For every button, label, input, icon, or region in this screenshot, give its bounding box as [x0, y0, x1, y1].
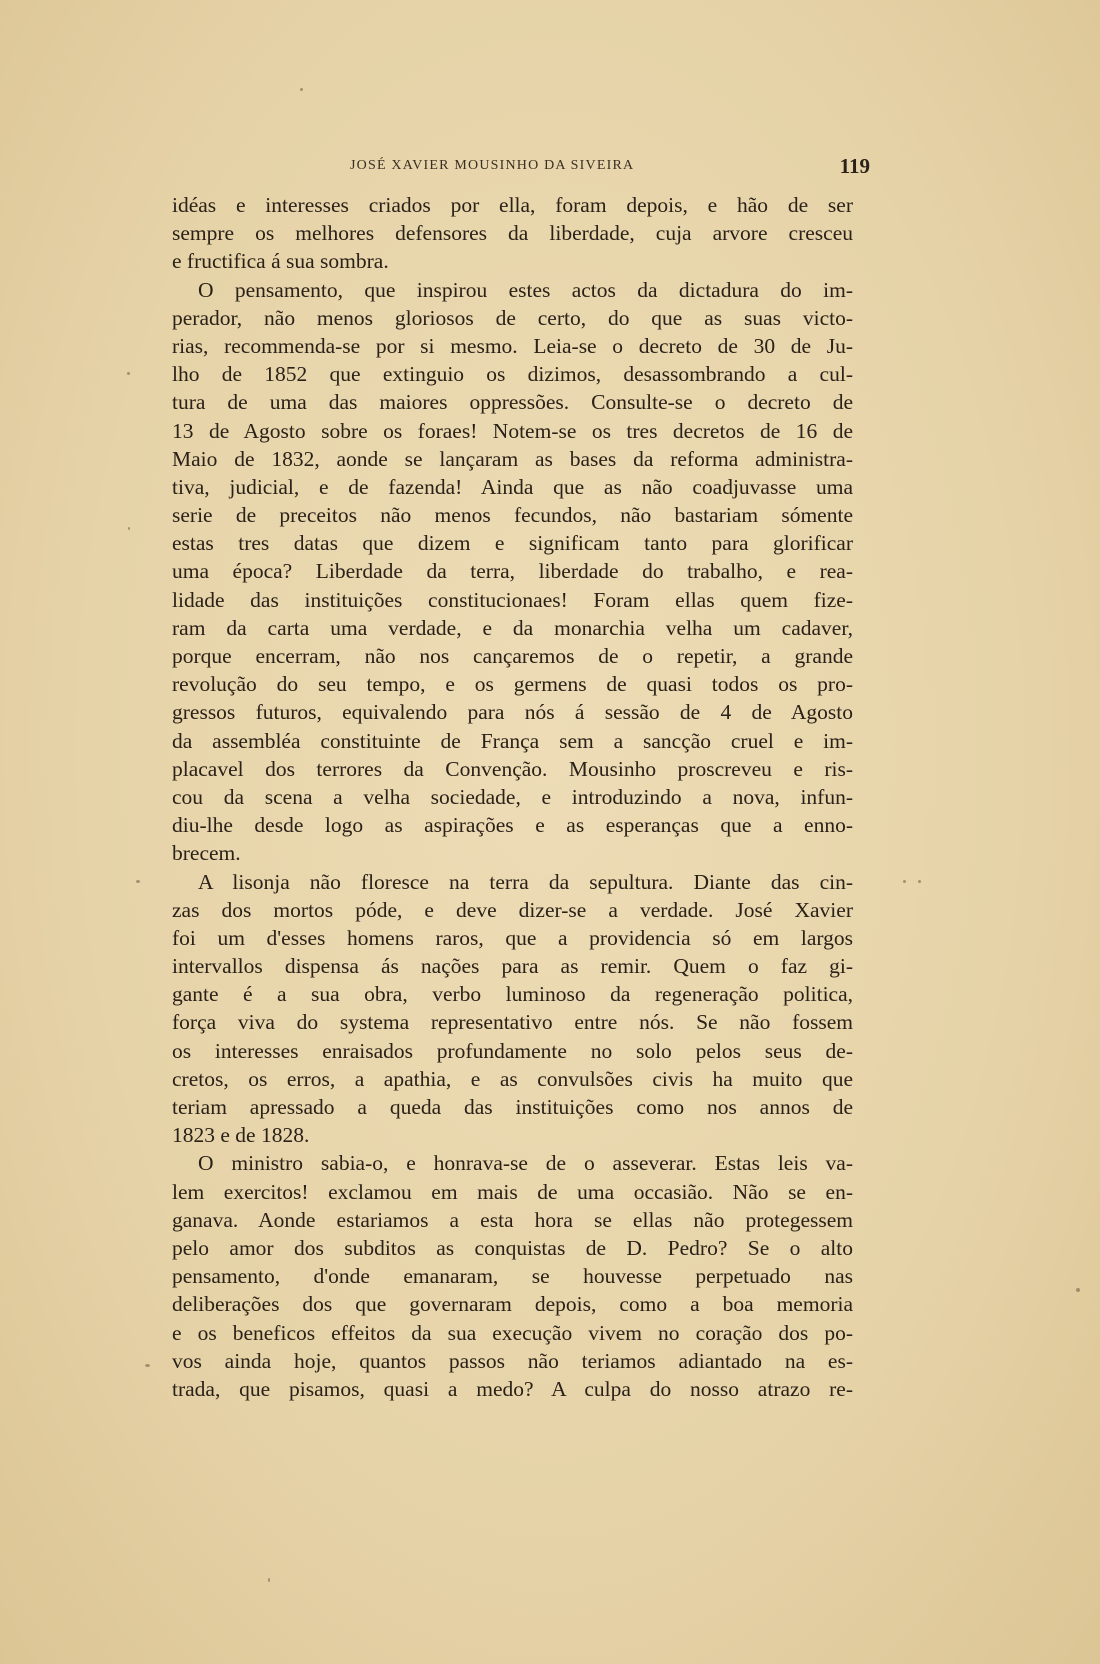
- text-line: trada, que pisamos, quasi a medo? A culpa do nosso atrazo re-: [172, 1376, 853, 1401]
- text-line: estas tres datas que dizem e significam tanto para glorificar: [172, 531, 853, 556]
- text-line: O pensamento, que inspirou estes actos da dictadura do im-: [198, 277, 853, 302]
- text-line: placavel dos terrores da Convenção. Mousinho proscreveu e ris-: [172, 756, 853, 781]
- text-line: uma época? Liberdade da terra, liberdade do trabalho, e rea-: [172, 559, 853, 584]
- text-line: lem exercitos! exclamou em mais de uma occasião. Não se en-: [172, 1179, 853, 1204]
- text-line: revolução do seu tempo, e os germens de quasi todos os pro-: [172, 672, 853, 697]
- running-head: JOSÉ XAVIER MOUSINHO DA SIVEIRA: [350, 158, 635, 173]
- text-line: A lisonja não floresce na terra da sepultura. Diante das cin-: [198, 869, 853, 894]
- text-line: diu-lhe desde logo as aspirações e as esperanças que a enno-: [172, 813, 853, 838]
- paper-speck: [918, 880, 921, 883]
- text-line: sempre os melhores defensores da liberdade, cuja arvore cresceu: [172, 221, 853, 246]
- text-line: perador, não menos gloriosos de certo, do que as suas victo-: [172, 305, 853, 330]
- text-line: cretos, os erros, a apathia, e as convulsões civis ha muito que: [172, 1066, 853, 1091]
- text-line: foi um d'esses homens raros, que a providencia só em largos: [172, 925, 853, 950]
- text-line: pelo amor dos subditos as conquistas de D. Pedro? Se o alto: [172, 1235, 853, 1260]
- text-line: os interesses enraisados profundamente no solo pelos seus de-: [172, 1038, 853, 1063]
- text-line: tura de uma das maiores oppressões. Consulte-se o decreto de: [172, 390, 853, 415]
- paper-speck: [145, 1364, 150, 1367]
- text-line: vos ainda hoje, quantos passos não teriamos adiantado na es-: [172, 1348, 853, 1373]
- page-number: 119: [839, 154, 870, 178]
- text-line: da assembléa constituinte de França sem a sancção cruel e im-: [172, 728, 853, 753]
- text-line: gante é a sua obra, verbo luminoso da regeneração politica,: [172, 982, 853, 1007]
- paper-speck: [128, 527, 130, 530]
- text-line: intervallos dispensa ás nações para as remir. Quem o faz gi-: [172, 954, 853, 979]
- text-line: e fructifica á sua sombra.: [172, 249, 389, 274]
- text-line: tiva, judicial, e de fazenda! Ainda que as não coadjuvasse uma: [172, 474, 853, 499]
- paper-speck: [268, 1578, 270, 1582]
- page-header: [350, 154, 870, 178]
- text-line: 1823 e de 1828.: [172, 1123, 310, 1148]
- text-line: lidade das instituições constitucionaes! Foram ellas quem fize-: [172, 587, 853, 612]
- text-line: brecem.: [172, 841, 241, 866]
- text-line: teriam apressado a queda das instituições como nos annos de: [172, 1095, 853, 1119]
- text-line: O ministro sabia-o, e honrava-se de o asseverar. Estas leis va-: [198, 1151, 853, 1176]
- paper-speck: [136, 880, 140, 883]
- body-text: [172, 191, 853, 1403]
- text-line: ram da carta uma verdade, e da monarchia velha um cadaver,: [172, 615, 853, 640]
- text-line: ganava. Aonde estariamos a esta hora se ellas não protegessem: [172, 1207, 853, 1232]
- text-line: cou da scena a velha sociedade, e introduzindo a nova, infun-: [172, 784, 853, 809]
- paper-speck: [1076, 1288, 1080, 1292]
- paper-speck: [903, 880, 906, 883]
- text-line: 13 de Agosto sobre os foraes! Notem-se os tres decretos de 16 de: [172, 418, 853, 443]
- text-line: deliberações dos que governaram depois, como a boa memoria: [172, 1292, 853, 1317]
- text-line: zas dos mortos póde, e deve dizer-se a verdade. José Xavier: [172, 897, 853, 922]
- text-line: idéas e interesses criados por ella, foram depois, e hão de ser: [172, 193, 853, 217]
- text-line: pensamento, d'onde emanaram, se houvesse perpetuado nas: [172, 1264, 853, 1289]
- text-line: rias, recommenda-se por si mesmo. Leia-se o decreto de 30 de Ju-: [172, 333, 853, 358]
- text-line: porque encerram, não nos cançaremos de o repetir, a grande: [172, 644, 853, 668]
- text-line: e os beneficos effeitos da sua execução vivem no coração dos po-: [172, 1320, 853, 1345]
- text-line: força viva do systema representativo entre nós. Se não fossem: [172, 1010, 853, 1035]
- text-line: gressos futuros, equivalendo para nós á sessão de 4 de Agosto: [172, 700, 853, 725]
- paper-speck: [127, 372, 130, 375]
- text-line: serie de preceitos não menos fecundos, não bastariam sómente: [172, 503, 853, 528]
- text-line: Maio de 1832, aonde se lançaram as bases da reforma administra-: [172, 446, 853, 471]
- text-line: lho de 1852 que extinguio os dizimos, desassombrando a cul-: [172, 362, 853, 387]
- paper-speck: [300, 88, 303, 91]
